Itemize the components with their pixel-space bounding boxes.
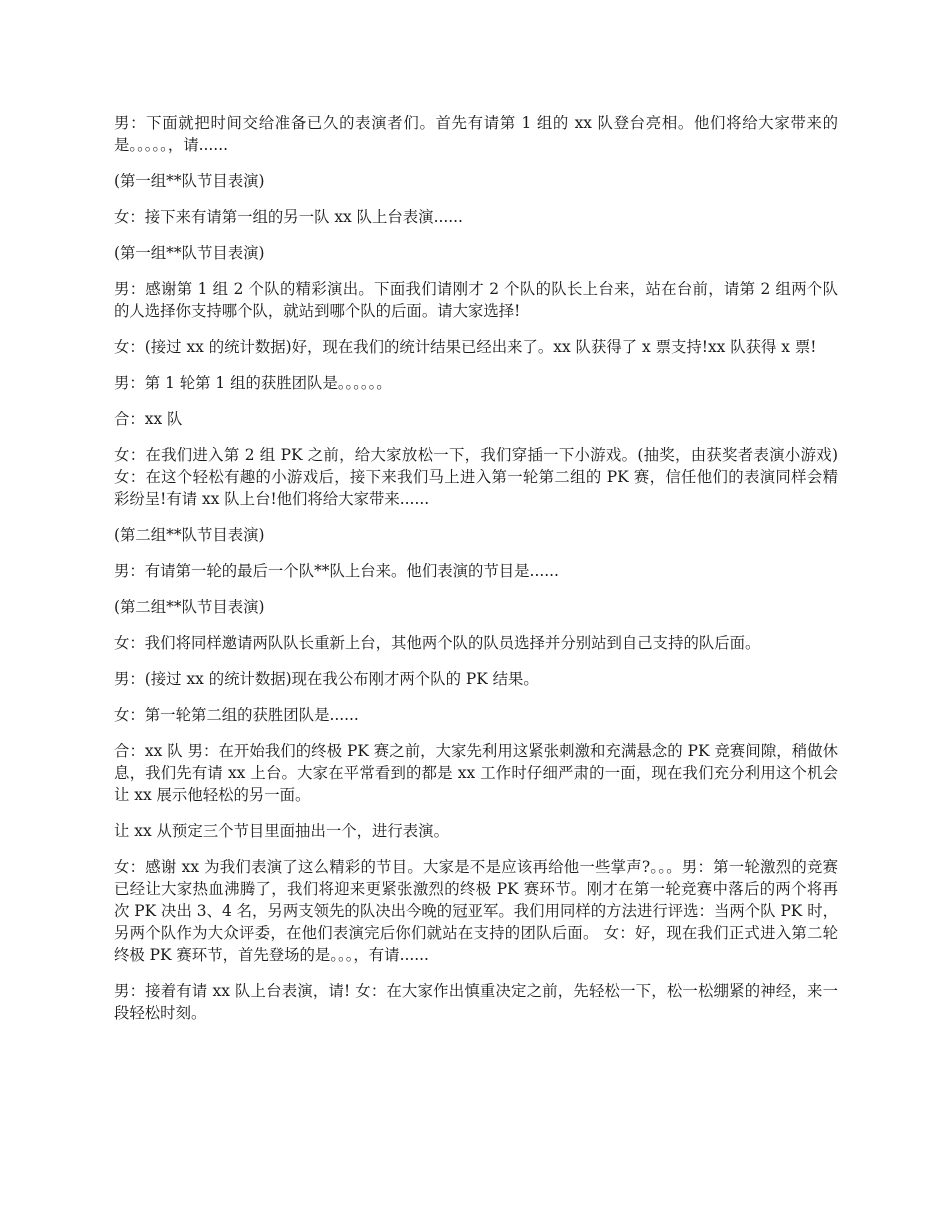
paragraph-13: 女：我们将同样邀请两队队长重新上台，其他两个队的队员选择并分别站到自己支持的队后面。 [114,634,761,652]
paragraph-3: 女：接下来有请第一组的另一队 xx 队上台表演...... [114,208,463,226]
paragraph-5: 男：感谢第 1 组 2 个队的精彩演出。下面我们请刚才 2 个队的队长上台来，站在台前，请第 2 组两个队的人选择你支持哪个队，就站到哪个队的后面。请大家选择! [114,280,838,320]
paragraph-6: 女：(接过 xx 的统计数据)好，现在我们的统计结果已经出来了。xx 队获得了 x 票支持!xx 队获得 x 票! [114,338,817,356]
document-page [114,112,838,1038]
paragraph-10: (第二组**队节目表演) [114,526,265,544]
paragraph-7: 男：第 1 轮第 1 组的获胜团队是。。。。。。 [114,374,392,392]
paragraph-4: (第一组**队节目表演) [114,244,265,262]
paragraph-9: 女：在我们进入第 2 组 PK 之前，给大家放松一下，我们穿插一下小游戏。(抽奖，由获奖者表演小游戏) 女：在这个轻松有趣的小游戏后，接下来我们马上进入第一轮第二组的 PK 赛，信任他们的表演同样会精彩纷呈!有请 xx 队上台!他们将给大家带来...... [114,446,838,508]
paragraph-16: 合：xx 队 男：在开始我们的终极 PK 赛之前，大家先利用这紧张刺激和充满悬念的 PK 竞赛间隙，稍做休息，我们先有请 xx 上台。大家在平常看到的都是 xx 工作时仔细严肃的一面，现在我们充分利用这个机会让 xx 展示他轻松的另一面。 [114,742,838,804]
paragraph-12: (第二组**队节目表演) [114,598,265,616]
paragraph-19: 男：接着有请 xx 队上台表演，请! 女：在大家作出慎重决定之前，先轻松一下，松一松绷紧的神经，来一段轻松时刻。 [114,982,838,1022]
paragraph-8: 合：xx 队 [114,410,183,428]
paragraph-11: 男：有请第一轮的最后一个队**队上台来。他们表演的节目是...... [114,562,559,580]
paragraph-17: 让 xx 从预定三个节目里面抽出一个，进行表演。 [114,822,449,840]
paragraph-18: 女：感谢 xx 为我们表演了这么精彩的节目。大家是不是应该再给他一些掌声?。。。男：第一轮激烈的竞赛已经让大家热血沸腾了，我们将迎来更紧张激烈的终极 PK 赛环节。刚才在第一轮竞赛中落后的两个将再次 PK 决出 3、4 名，另两支领先的队决出今晚的冠亚军。我们用同样的方法进行评选：当两个队 PK 时，另两个队作为大众评委，在他们表演完后你们就站在支持的团队后面。 女：好，现在我们正式进入第二轮终极 PK 赛环节，首先登场的是。。。，有请...... [114,858,838,964]
paragraph-2: (第一组**队节目表演) [114,172,265,190]
paragraph-14: 男：(接过 xx 的统计数据)现在我公布刚才两个队的 PK 结果。 [114,670,539,688]
paragraph-1: 男：下面就把时间交给准备已久的表演者们。首先有请第 1 组的 xx 队登台亮相。他们将给大家带来的是。。。。。，请...... [114,114,838,154]
paragraph-15: 女：第一轮第二组的获胜团队是...... [114,706,359,724]
